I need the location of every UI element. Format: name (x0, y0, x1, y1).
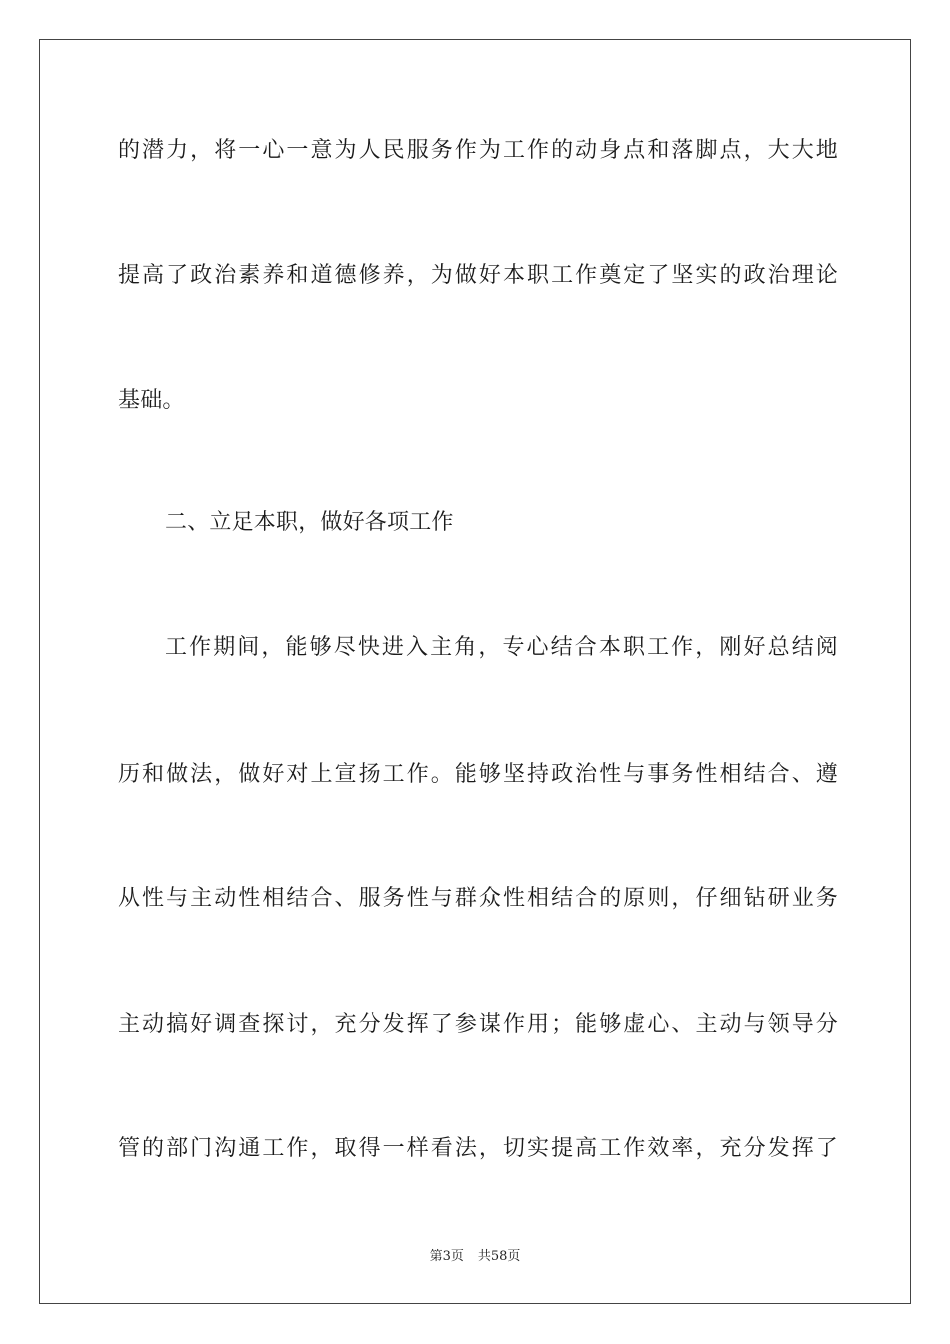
page-footer (0, 1249, 950, 1265)
page-border (39, 39, 911, 1304)
body-line-9: 管的部门沟通工作，取得一样看法，切实提高工作效率，充分发挥了 (118, 1136, 838, 1161)
page-total: 共58页 (477, 1249, 521, 1264)
page-number: 第3页 (429, 1249, 464, 1264)
body-line-3: 基础。 (118, 388, 185, 413)
body-line-8: 主动搞好调查探讨，充分发挥了参谋作用；能够虚心、主动与领导分 (118, 1012, 838, 1037)
body-line-7: 从性与主动性相结合、服务性与群众性相结合的原则，仔细钻研业务 (118, 886, 838, 911)
body-line-2: 提高了政治素养和道德修养，为做好本职工作奠定了坚实的政治理论 (118, 263, 838, 288)
section-heading: 二、立足本职，做好各项工作 (165, 510, 454, 535)
body-line-5: 工作期间，能够尽快进入主角，专心结合本职工作，刚好总结阅 (165, 635, 838, 660)
body-line-1: 的潜力，将一心一意为人民服务作为工作的动身点和落脚点，大大地 (118, 138, 838, 163)
body-line-6: 历和做法，做好对上宣扬工作。能够坚持政治性与事务性相结合、遵 (118, 762, 838, 787)
